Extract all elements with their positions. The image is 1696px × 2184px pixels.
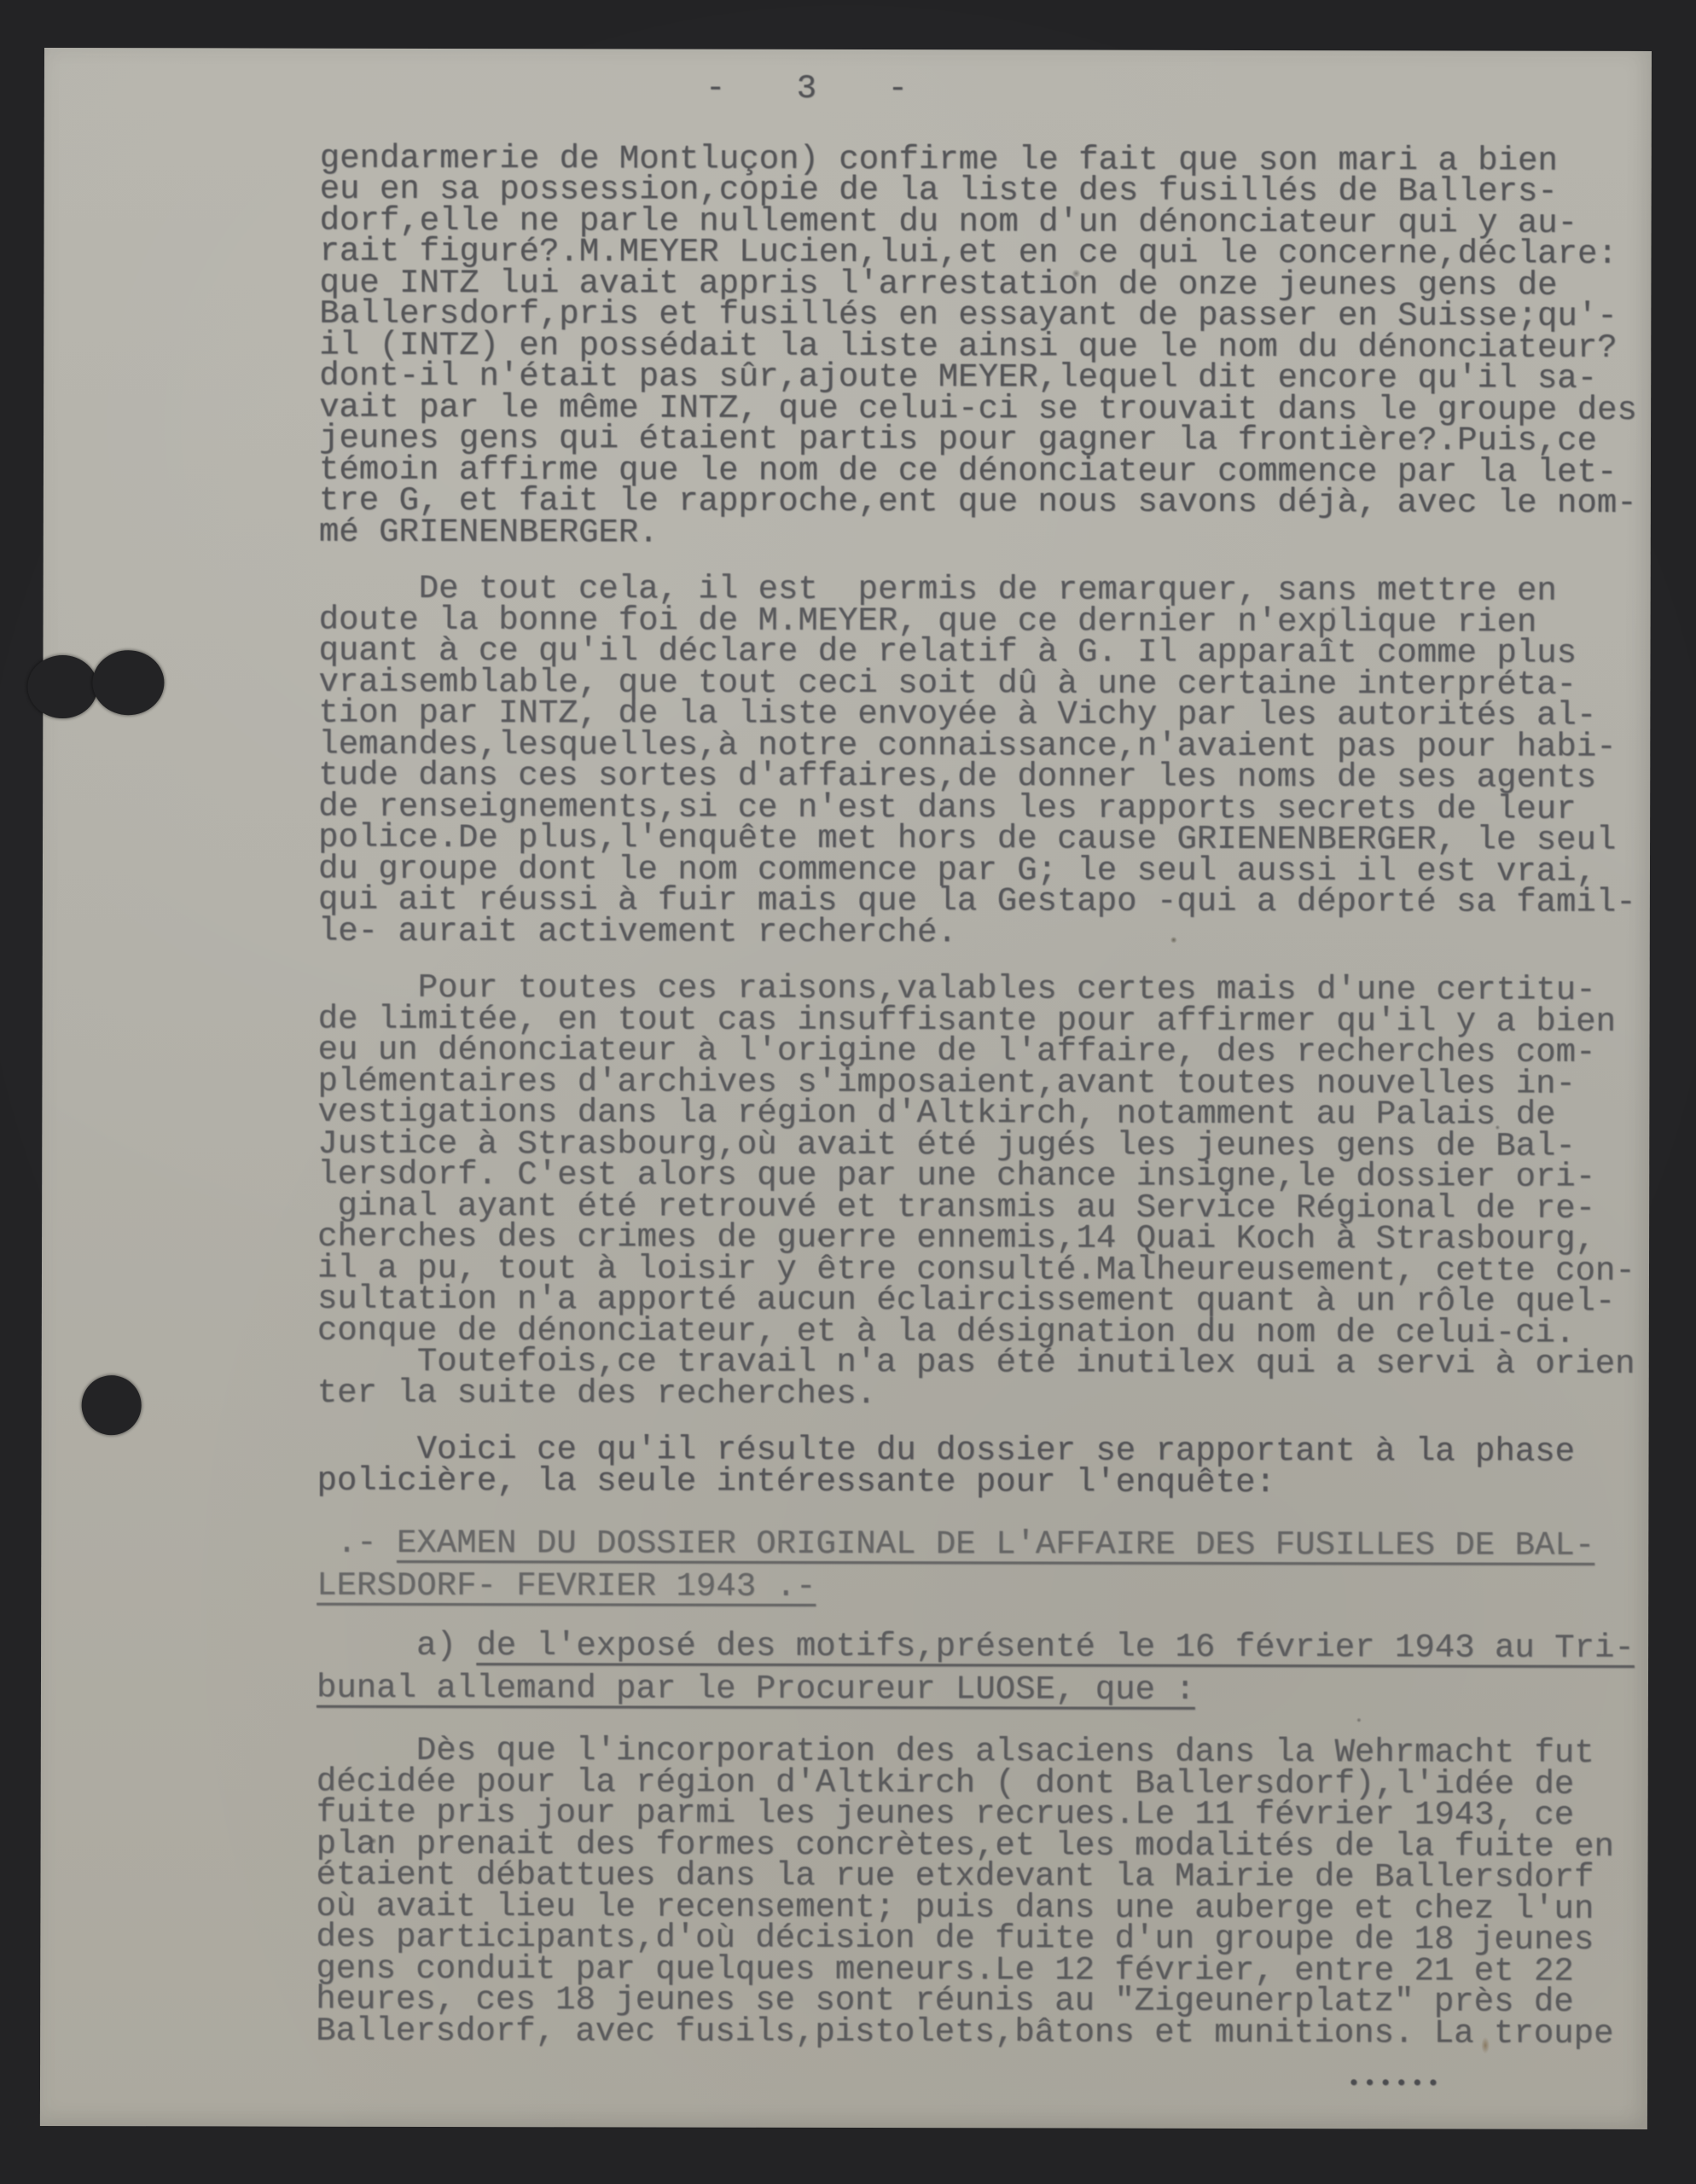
typewritten-text-column — [316, 69, 1658, 2092]
document-page — [40, 48, 1652, 2129]
punch-hole-icon — [92, 650, 164, 715]
subheading-text: de l'exposé des motifs,présenté le 16 février 1943 au Tri- — [476, 1627, 1635, 1667]
heading-text: EXAMEN DU DOSSIER ORIGINAL DE L'AFFAIRE DES FUSILLES DE BAL- — [396, 1524, 1595, 1565]
paragraph-analysis: De tout cela, il est permis de remarquer, sans mettre en doute la bonne foi de M.MEYER, que ce dernier n'explique rien quant à ce qu'il déclare de relatif à G. Il apparaît comme plus vraisemblable, que tout ceci soit dû à une certaine interpréta- tion par INTZ, de la liste envoyée à Vichy par les autorités al- lemandes,lesquelles,à notre connaissance,n'avaient pas pour habi- tude dans ces sortes d'affaires,de donner les noms de ses agents de renseignements,si ce n'est dans les rapports secrets de leur police.De plus,l'enquête met hors de cause GRIENENBERGER, le seul du groupe dont le nom commence par G; le seul aussi il est vrai, qui ait réussi à fuir mais que la Gestapo -qui a déporté sa famil- le- aurait activement recherché. — [317, 569, 1636, 951]
paragraph-testimony-meyer: gendarmerie de Montluçon) confirme le fait que son mari a bien eu en sa possession,copie de la liste des fusillés de Ballers- dorf,elle ne parle nullement du nom d'un dénonciateur qui y au- rait figuré?.M.MEYER Lucien,lui,et en ce qui le concerne,déclare: que INTZ lui avait appris l'arrestation de onze jeunes gens de Ballersdorf,pris et fusillés en essayant de passer en Suisse;qu'- il (INTZ) en possédait la liste ainsi que le nom du dénonciateur? dont-il n'était pas sûr,ajoute MEYER,lequel dit encore qu'il sa- vait par le même INTZ, que celui-ci se trouvait dans le groupe des jeunes gens qui étaient partis pour gagner la frontière?.Puis,ce témoin affirme que le nom de ce dénonciateur commence par la let- tre G, et fait le rapproche,ent que nous savons déjà, avec le nom- mé GRIENENBERGER. — [318, 139, 1637, 552]
page-number: - 3 - — [705, 69, 933, 108]
section-heading — [317, 1522, 1654, 1610]
subsection-heading-line-2 — [317, 1667, 1654, 1712]
section-heading-line-2 — [317, 1565, 1654, 1610]
paragraph-dossier-intro: Voici ce qu'il résulte du dossier se rapportant à la phase policière, la seule intéressante pour l'enquête: — [317, 1430, 1576, 1502]
subsection-heading-line-1 — [317, 1624, 1654, 1670]
punch-hole-icon — [82, 1375, 142, 1435]
paragraph-archive-research: Pour toutes ces raisons,valables certes mais d'une certitu- de limitée, en tout cas insuffisante pour affirmer qu'il y a bien eu un dénonciateur à l'origine de l'affaire, des recherches com- plémentaires d'archives s'imposaient,avant toutes nouvelles in- vestigations dans la région d'Altkirch, notamment au Palais de Justice à Strasbourg,où avait été jugés les jeunes gens de Bal- lersdorf. C'est alors que par une chance insigne,le dossier ori- ginal ayant été retrouvé et transmis au Service Régional de re- cherches des crimes de guerre ennemis,14 Quai Koch à Strasbourg, il a pu, tout à loisir y être consulté.Malheureusement, cette con- sultation n'a apporté aucun éclaircissement quant à un rôle quel- conque de dénonciateur, et à la désignation du nom de celui-ci. Toutefois,ce travail n'a pas été inutilex qui a servi à orien ter la suite des recherches. — [317, 968, 1635, 1413]
subheading-text: bunal allemand par le Procureur LUOSE, que : — [316, 1669, 1195, 1709]
heading-prefix: .- — [317, 1524, 398, 1562]
section-heading-line-1 — [317, 1522, 1654, 1567]
subheading-prefix: a) — [317, 1626, 477, 1665]
punch-hole-icon — [27, 655, 97, 718]
paragraph-expose-des-motifs: Dès que l'incorporation des alsaciens dans la Wehrmacht fut décidée pour la région d'Altkirch ( dont Ballersdorf),l'idée de fuite pris jour parmi les jeunes recrues.Le 11 février 1943, ce plan prenait des formes concrètes,et les modalités de la fuite en étaient débattues dans la rue etxdevant la Mairie de Ballersdorf où avait lieu le recensement; puis dans une auberge et chez l'un des participants,d'où décision de fuite d'un groupe de 18 jeunes gens conduit par quelques meneurs.Le 12 février, entre 21 et 22 heures, ces 18 jeunes se sont réunis au "Zigeunerplatz" près de Ballersdorf, avec fusils,pistolets,bâtons et munitions. La troupe — [316, 1731, 1614, 2053]
heading-text: LERSDORF- FEVRIER 1943 .- — [317, 1566, 816, 1606]
continuation-dots: ●●●●●● — [1349, 2075, 1445, 2091]
subsection-heading — [317, 1624, 1654, 1712]
